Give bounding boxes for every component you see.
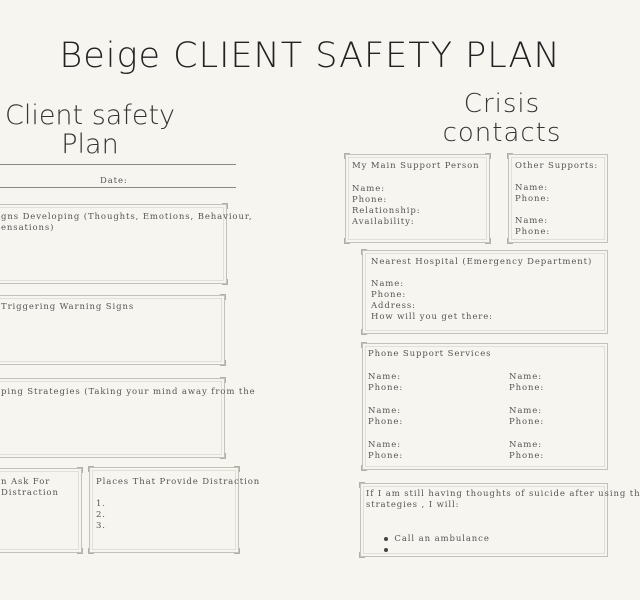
left-title — [0, 101, 190, 159]
places-distraction-box[interactable] — [89, 467, 261, 553]
date-rule — [0, 187, 236, 188]
suicide-plan-item-2 — [370, 534, 394, 568]
left-title-line1: Client safety — [4, 100, 176, 131]
date-label: Date: — [100, 176, 128, 186]
places-item-2: 2. — [96, 510, 106, 520]
main-support-availability: Availability: — [352, 217, 415, 227]
hospital-name: Name: — [371, 279, 404, 289]
other-supports-name-1: Name: — [515, 183, 548, 193]
warning-signs-label-2: ensations) — [1, 223, 55, 233]
hospital-box[interactable] — [362, 250, 608, 334]
warning-signs-label-1: gns Developing (Thoughts, Emotions, Behaviour, — [1, 212, 253, 222]
coping-strategies-box[interactable] — [0, 378, 256, 458]
phone-support-phone-4: Phone: — [509, 417, 545, 427]
other-supports-title: Other Supports: — [515, 161, 599, 171]
bullet-icon — [384, 548, 388, 552]
main-support-relationship: Relationship: — [352, 206, 421, 216]
phone-support-phone-5: Phone: — [368, 451, 404, 461]
page-title: Beige CLIENT SAFETY PLAN — [59, 36, 561, 76]
left-title-line2: Plan — [61, 129, 119, 160]
right-title — [402, 90, 602, 148]
phone-support-phone-2: Phone: — [509, 383, 545, 393]
phone-support-phone-1: Phone: — [368, 383, 404, 393]
other-supports-name-2: Name: — [515, 216, 548, 226]
triggering-warning-signs-box[interactable] — [0, 295, 225, 365]
hospital-title: Nearest Hospital (Emergency Department) — [371, 257, 593, 267]
main-support-phone: Phone: — [352, 195, 388, 205]
people-ask-box[interactable] — [0, 468, 82, 553]
phone-support-name-2: Name: — [509, 372, 542, 382]
phone-support-box[interactable] — [362, 343, 608, 470]
main-support-name: Name: — [352, 184, 385, 194]
hospital-phone: Phone: — [371, 290, 407, 300]
other-supports-phone-2: Phone: — [515, 227, 551, 237]
suicide-plan-line1: If I am still having thoughts of suicide after using th — [366, 489, 640, 499]
main-support-title: My Main Support Person — [352, 161, 480, 171]
suicide-plan-item-1-text: Call an ambulance — [394, 534, 490, 545]
triggering-warning-signs-label: Triggering Warning Signs — [1, 302, 135, 312]
suicide-plan-line2: strategies , I will: — [366, 500, 460, 510]
phone-support-phone-6: Phone: — [509, 451, 545, 461]
phone-support-name-6: Name: — [509, 440, 542, 450]
people-ask-label-2: Distraction — [1, 488, 59, 498]
phone-support-phone-3: Phone: — [368, 417, 404, 427]
phone-support-title: Phone Support Services — [368, 349, 492, 359]
warning-signs-box[interactable] — [0, 204, 253, 284]
phone-support-name-1: Name: — [368, 372, 401, 382]
right-title-line1: Crisis — [463, 89, 541, 119]
main-support-box[interactable] — [345, 154, 490, 243]
hospital-address: Address: — [371, 301, 416, 311]
places-distraction-title: Places That Provide Distraction — [96, 477, 261, 487]
left-title-rule — [0, 164, 236, 165]
other-supports-phone-1: Phone: — [515, 194, 551, 204]
phone-support-name-5: Name: — [368, 440, 401, 450]
other-supports-box[interactable] — [508, 154, 608, 243]
coping-strategies-label: ping Strategies (Taking your mind away from the — [1, 387, 256, 397]
suicide-plan-box[interactable] — [360, 483, 640, 557]
places-item-1: 1. — [96, 499, 106, 509]
right-title-line2: contacts — [442, 118, 562, 148]
people-ask-label-1: n Ask For — [1, 477, 51, 487]
hospital-travel: How will you get there: — [371, 312, 493, 322]
phone-support-name-4: Name: — [509, 406, 542, 416]
places-item-3: 3. — [96, 521, 106, 531]
phone-support-name-3: Name: — [368, 406, 401, 416]
